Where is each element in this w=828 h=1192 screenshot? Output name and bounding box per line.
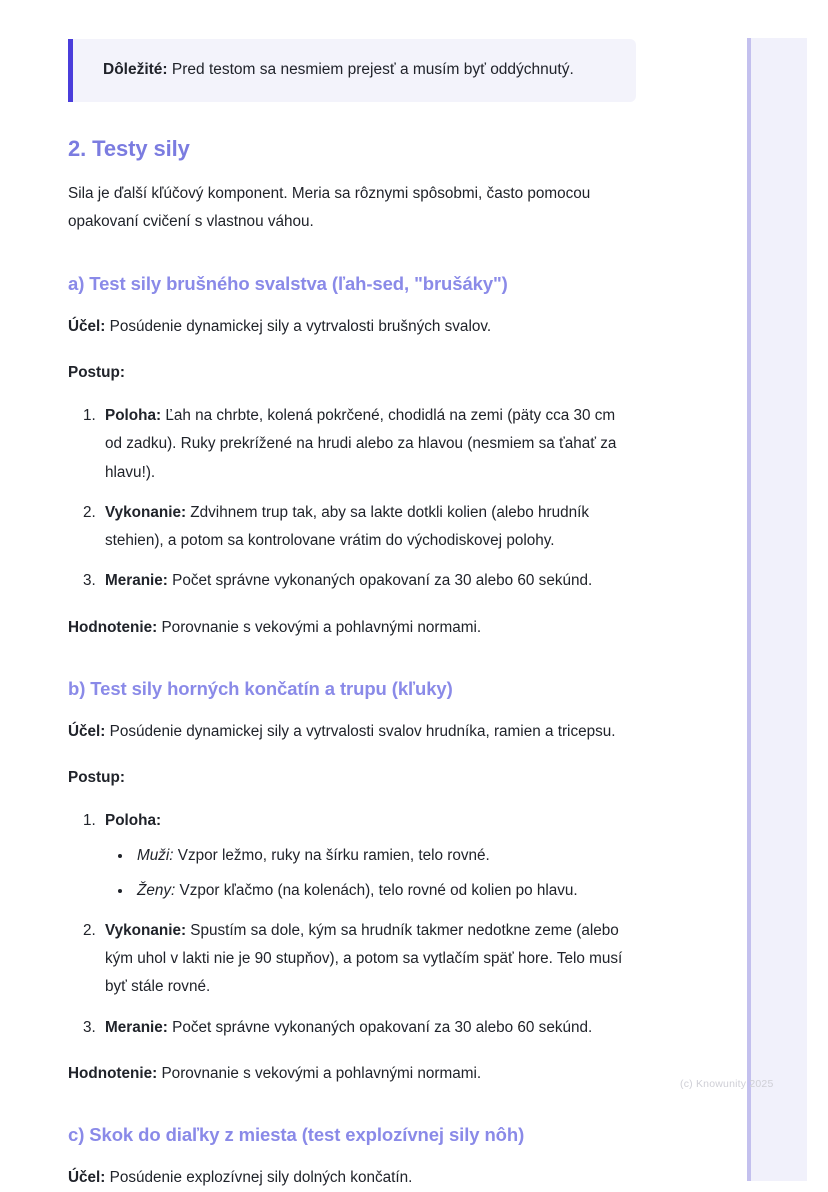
step-label: Poloha: [105,812,162,830]
list-item [133,842,636,870]
substep-label: Ženy: [137,882,176,900]
callout-text [103,58,614,82]
list-item [100,402,636,487]
list-item [133,877,636,905]
substep-text: Vzpor kľačmo (na kolenách), telo rovné od kolien po hlavu. [175,882,578,900]
step-label: Meranie: [105,1018,168,1036]
important-callout [68,39,636,102]
step-text: Počet správne vykonaných opakovaní za 30 alebo 60 sekúnd. [167,1018,593,1036]
subsection-c-heading: c) Skok do diaľky z miesta (test explozívnej sily nôh) [68,1124,525,1146]
step-label: Poloha: [105,406,162,424]
subsection-a-procedure-label: Postup: [68,363,125,381]
substep-label: Muži: [137,846,174,864]
right-side-panel [747,38,807,1181]
subsection-b-heading: b) Test sily horných končatín a trupu (kľuky) [68,677,453,699]
section-heading: 2. Testy sily [68,136,190,162]
step-text: Zdvihnem trup tak, aby sa lakte dotkli kolien (alebo hrudník stehien), a potom sa kontrolovane vrátim do východiskovej polohy. [105,503,590,550]
step-text: Počet správne vykonaných opakovaní za 30 alebo 60 sekúnd. [167,572,593,590]
callout-body: Pred testom sa nesmiem prejesť a musím byť oddýchnutý. [167,61,574,78]
list-item [100,807,636,904]
substep-text: Vzpor ležmo, ruky na šírku ramien, telo rovné. [173,846,490,864]
list-item [100,917,636,1002]
callout-label: Dôležité: [103,61,168,78]
subsection-a-purpose [68,313,636,341]
subsection-b-procedure-label: Postup: [68,769,125,787]
rating-text: Porovnanie s vekovými a pohlavnými normami. [157,1064,482,1082]
subsection-c-purpose [68,1164,636,1192]
list-item [100,1014,636,1042]
list-item [100,567,636,595]
subsection-b-purpose [68,718,636,746]
rating-label: Hodnotenie: [68,618,158,636]
step-text: Spustím sa dole, kým sa hrudník takmer nedotkne zeme (alebo kým uhol v lakti nie je 90 stupňov), a potom sa vytlačím späť hore. Telo musí byť stále rovné. [105,921,623,996]
watermark: (c) Knowunity 2025 [680,1078,774,1090]
rating-label: Hodnotenie: [68,1064,158,1082]
purpose-text: Posúdenie dynamickej sily a vytrvalosti brušných svalov. [105,317,492,335]
step-label: Meranie: [105,572,168,590]
purpose-label: Účel: [68,317,106,335]
subsection-b-steps [68,807,636,1042]
rating-text: Porovnanie s vekovými a pohlavnými normami. [157,618,482,636]
position-sublist [105,842,636,905]
step-text: Ľah na chrbte, kolená pokrčené, chodidlá na zemi (päty cca 30 cm od zadku). Ruky prekrížené na hrudi alebo za hlavou (nesmiem sa ťahať za hlavu!). [105,406,617,481]
step-label: Vykonanie: [105,503,187,521]
list-item [100,499,636,556]
document-content [68,0,636,1192]
purpose-text: Posúdenie explozívnej sily dolných končatín. [105,1169,413,1187]
purpose-label: Účel: [68,722,106,740]
subsection-a-steps [68,402,636,596]
section-intro-paragraph: Sila je ďalší kľúčový komponent. Meria sa rôznymi spôsobmi, často pomocou opakovaní cvičení s vlastnou váhou. [68,185,591,231]
purpose-label: Účel: [68,1169,106,1187]
subsection-a-rating [68,614,636,642]
purpose-text: Posúdenie dynamickej sily a vytrvalosti svalov hrudníka, ramien a tricepsu. [105,722,616,740]
step-label: Vykonanie: [105,921,187,939]
subsection-b-rating [68,1060,636,1088]
subsection-a-heading: a) Test sily brušného svalstva (ľah-sed, "brušáky") [68,272,508,294]
